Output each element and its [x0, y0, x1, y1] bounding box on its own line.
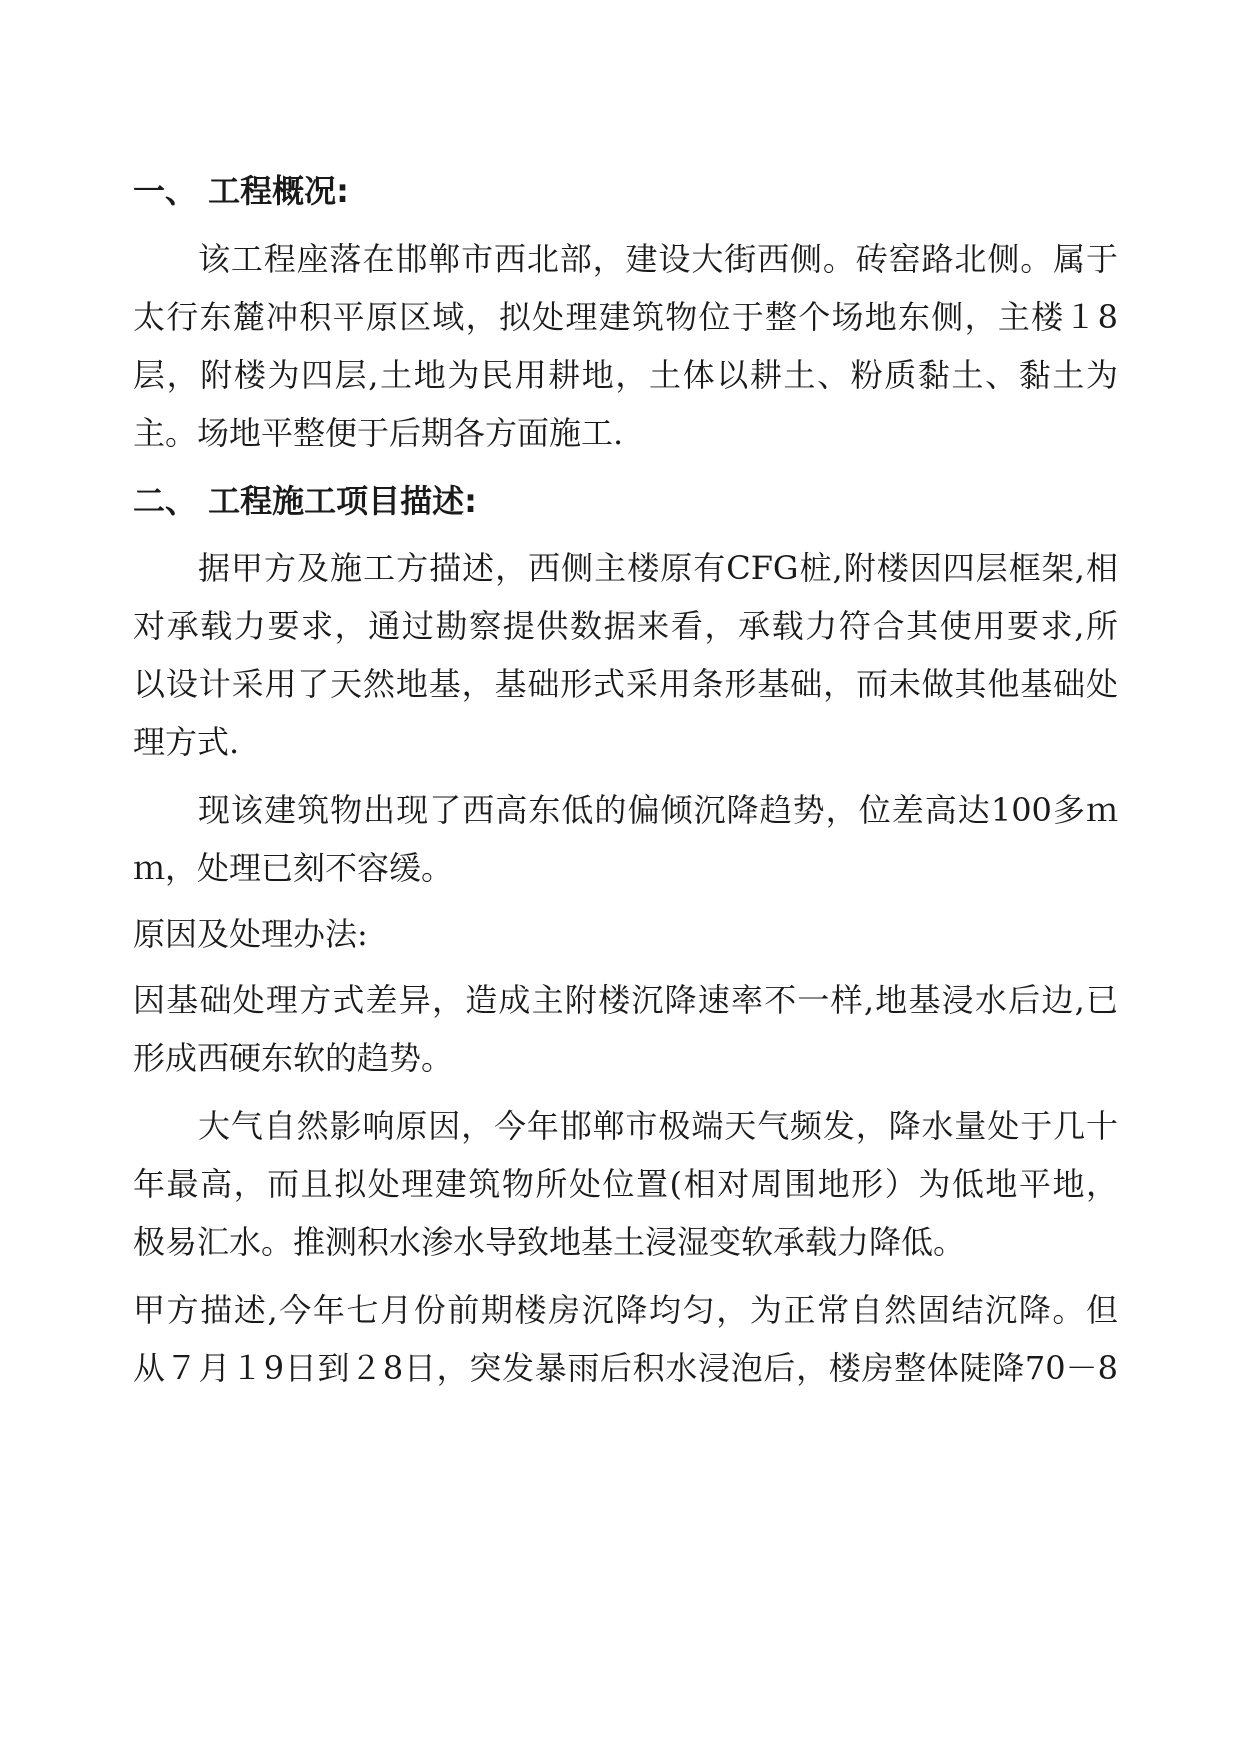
description-p2-line-1: 现该建筑物出现了西高东低的偏倾沉降趋势，位差高达100多ｍ — [198, 791, 1118, 829]
description-p3-line-2: 形成西硬东软的趋势。 — [133, 1039, 454, 1077]
description-p4-line-2: 年最高，而且拟处理建筑物所处位置(相对周围地形）为低地平地， — [133, 1165, 1118, 1203]
description-p1-line-3: 以设计采用了天然地基，基础形式采用条形基础，而未做其他基础处 — [133, 665, 1118, 703]
cause-label: 原因及处理办法: — [133, 915, 368, 953]
description-p5-line-1: 甲方描述,今年七月份前期楼房沉降均匀，为正常自然固结沉降。但 — [133, 1291, 1118, 1329]
overview-line-1: 该工程座落在邯郸市西北部，建设大街西侧。砖窑路北侧。属于 — [198, 240, 1118, 278]
overview-line-3: 层，附楼为四层,土地为民用耕地，土体以耕土、粉质黏土、黏土为 — [133, 356, 1118, 394]
description-p4-line-1: 大气自然影响原因，今年邯郸市极端天气频发，降水量处于几十 — [198, 1107, 1118, 1145]
overview-line-4: 主。场地平整便于后期各方面施工. — [133, 414, 624, 452]
description-p2-line-2: ｍ，处理已刻不容缓。 — [133, 849, 454, 887]
section-heading-description: 二、 工程施工项目描述: — [133, 482, 477, 520]
description-p1-line-4: 理方式. — [133, 723, 240, 761]
section-heading-overview: 一、 工程概况: — [133, 172, 349, 210]
description-p5-line-2: 从７月１9日到２8日，突发暴雨后积水浸泡后，楼房整体陡降70－8 — [133, 1349, 1118, 1387]
overview-line-2: 太行东麓冲积平原区域，拟处理建筑物位于整个场地东侧，主楼１8 — [133, 298, 1118, 336]
description-p1-line-1: 据甲方及施工方描述，西侧主楼原有CFG桩,附楼因四层框架,相 — [198, 549, 1118, 587]
description-p3-line-1: 因基础处理方式差异，造成主附楼沉降速率不一样,地基浸水后边,已 — [133, 981, 1118, 1019]
description-p1-line-2: 对承载力要求，通过勘察提供数据来看，承载力符合其使用要求,所 — [133, 607, 1118, 645]
description-p4-line-3: 极易汇水。推测积水渗水导致地基土浸湿变软承载力降低。 — [133, 1223, 966, 1261]
